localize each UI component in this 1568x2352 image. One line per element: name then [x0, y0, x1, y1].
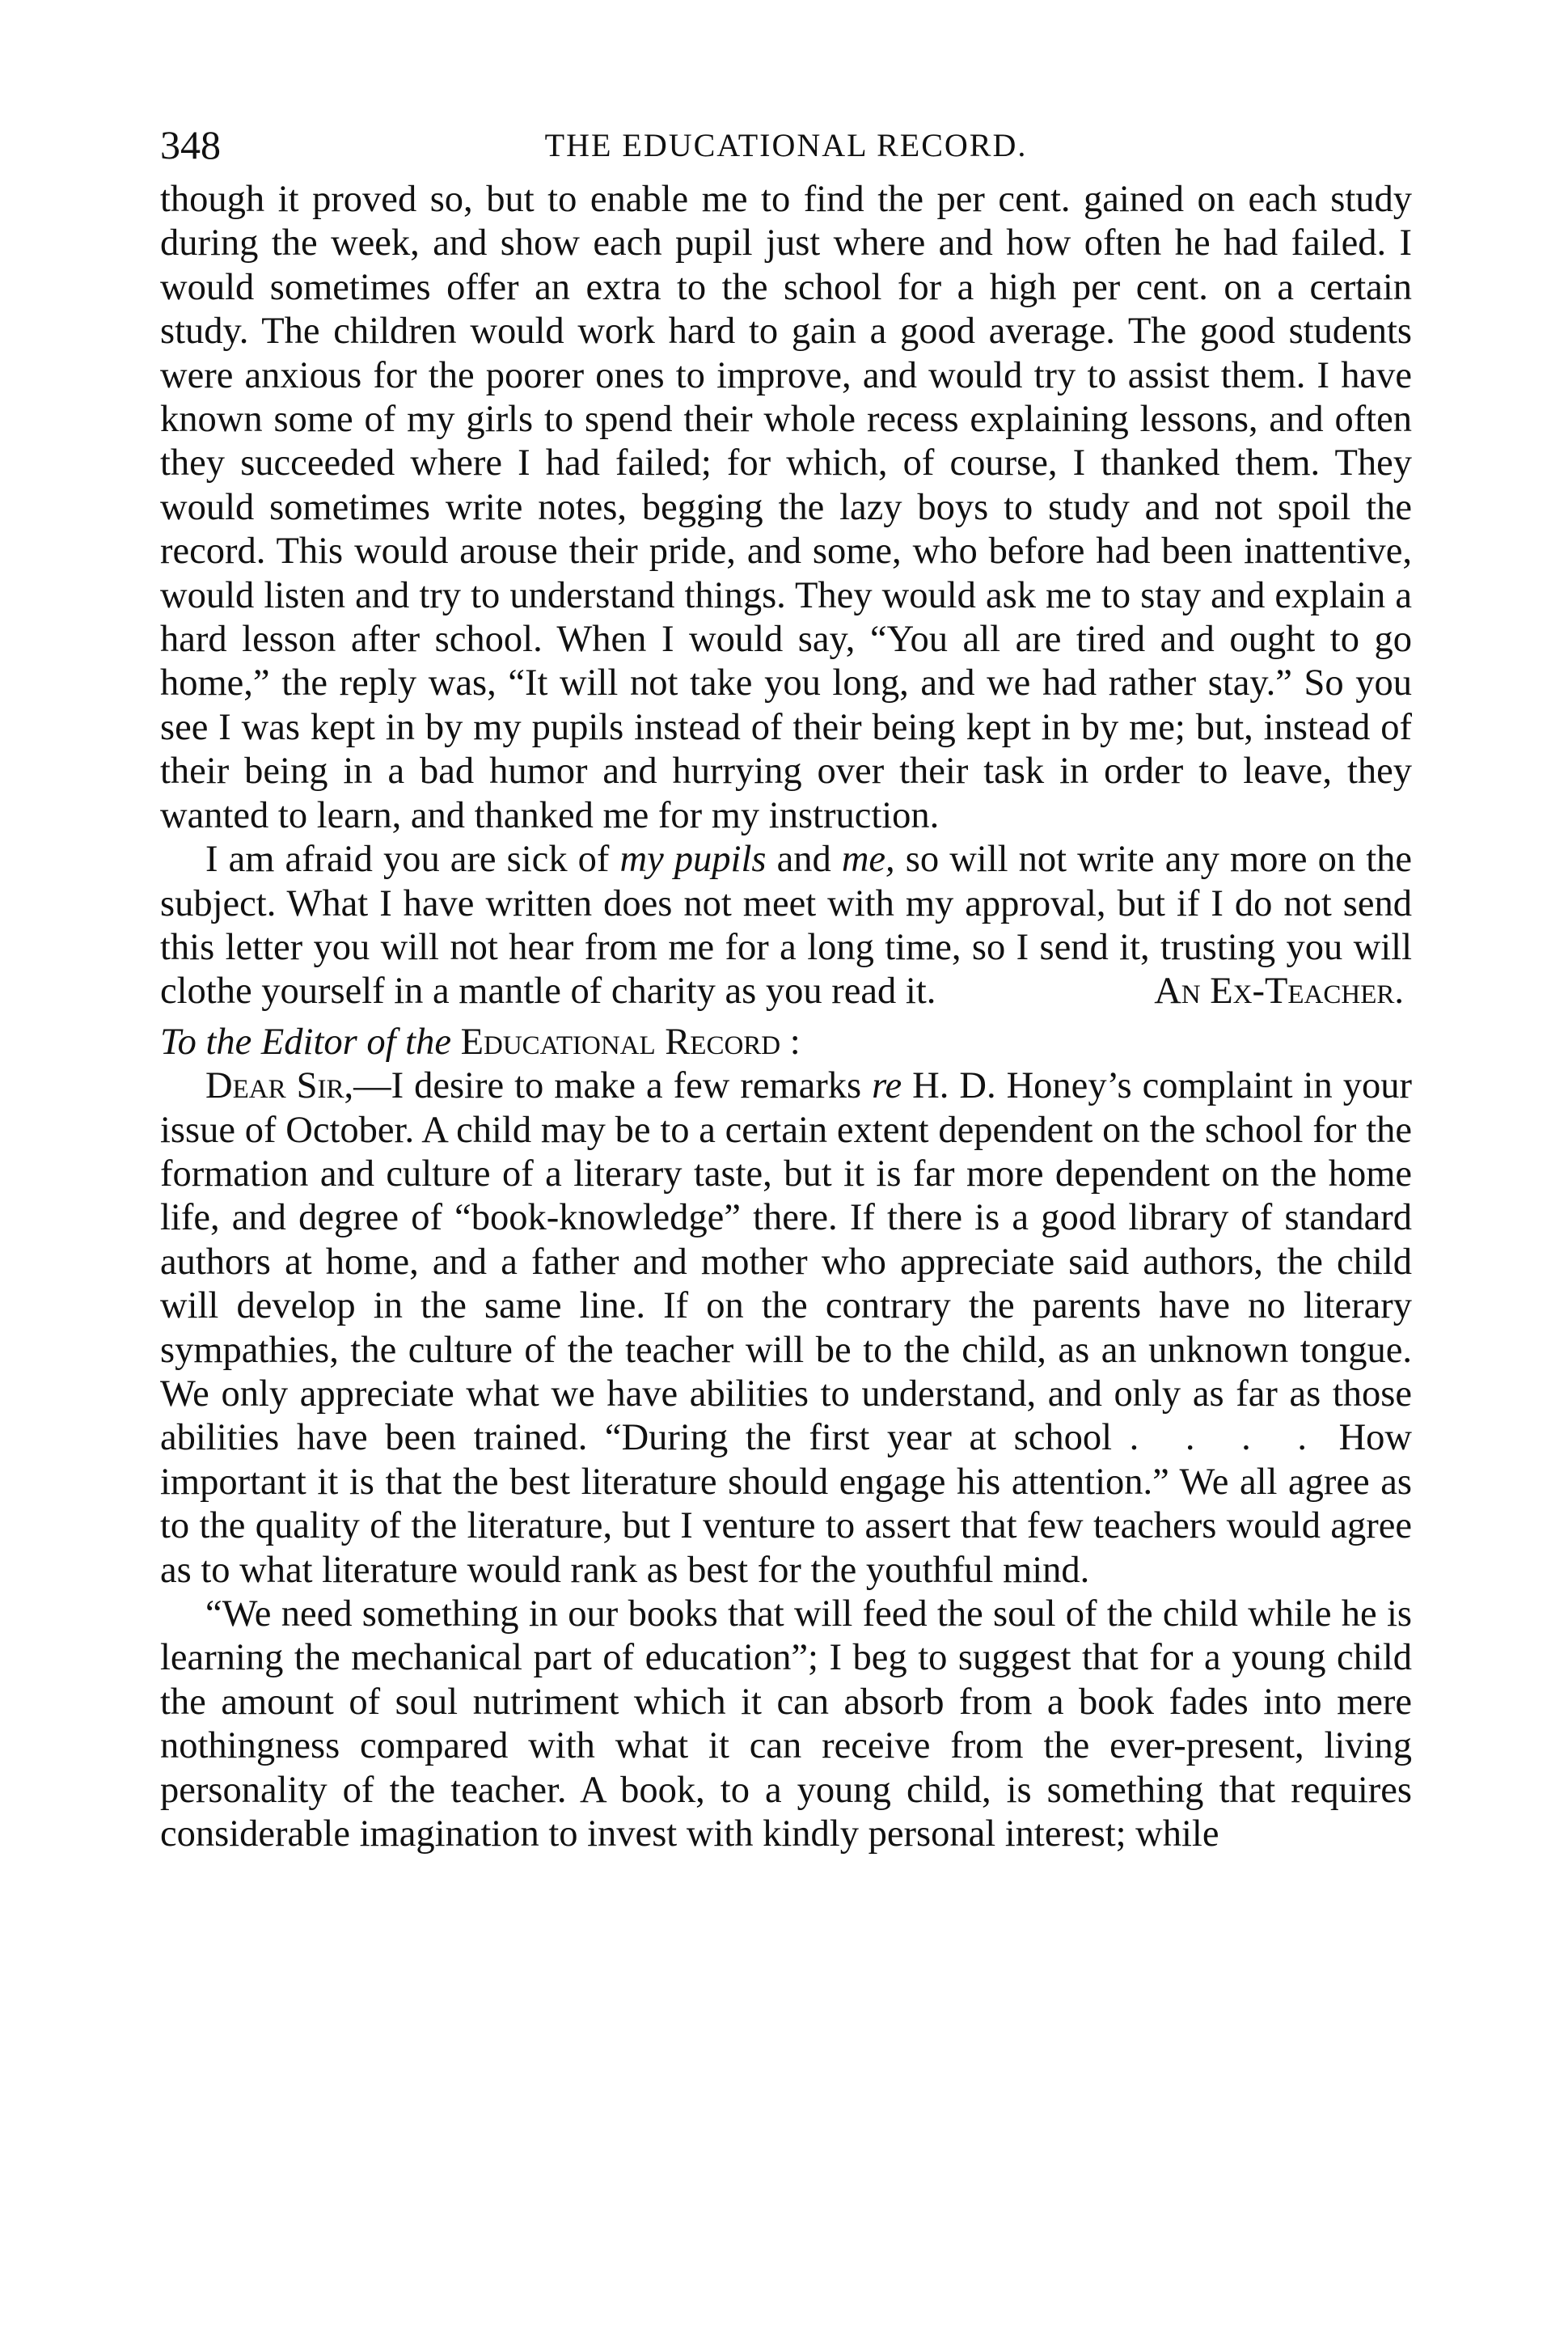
letter-paragraph-1: [160, 1064, 1412, 1593]
article-signature: An Ex-Teacher.: [1154, 971, 1404, 1013]
article-p2-emphasis-1: my pupils: [619, 839, 767, 881]
body-text: [160, 178, 1412, 1856]
letter-p1-text-b: H. D. Honey’s complaint in your issue of October. A child may be to a certain extent dependent on the school for the formation and culture of a literary taste, but it is far more dependent on the home life, and degree of “book-knowledge” there. If there is a good library of standard authors at home, and a father and mother who appreciate said authors, the child will develop in the same line. If on the contrary the parents have no literary sympathies, the culture of the teacher will be to the child, as an unknown tongue. We only appreciate what we have abilities to understand, and only as far as those abilities have been trained. “During the first year at school: [160, 1065, 1412, 1459]
page: [160, 121, 1412, 1856]
article-p2-emphasis-2: me,: [841, 839, 895, 881]
letter-heading-end: :: [780, 1021, 801, 1063]
letter-p1-text-a: —I desire to make a few remarks: [353, 1065, 873, 1107]
letter-heading-caps: Educational Record: [460, 1021, 781, 1063]
letter-heading-italic: To the Editor of the: [160, 1021, 451, 1063]
letter-p1-ellipsis: . . . .: [1129, 1417, 1321, 1459]
article-p2-text-b: and: [766, 839, 842, 881]
article-p2-text-a: I am afraid you are sick of: [205, 839, 620, 881]
letter-heading: [160, 1021, 1412, 1064]
article-p2-text-c: so will not write any more on the subject. What I have written does not meet with my approval, but if I do not send this letter you will not hear from me for a long time, so I send it, trusting you will clothe yourself in a mantle of charity as you read it.: [160, 839, 1413, 1013]
article-paragraph-1: though it proved so, but to enable me to find the per cent. gained on each study during the week, and show each pupil just where and how often he had failed. I would sometimes offer an extra to the school for a high per cent. on a certain study. The children would work hard to gain a good average. The good students were anxious for the poorer ones to improve, and would try to assist them. I have known some of my girls to spend their whole recess explaining lessons, and often they succeeded where I had failed; for which, of course, I thanked them. They would sometimes write notes, begging the lazy boys to study and not spoil the record. This would arouse their pride, and some, who before had been inattentive, would listen and try to understand things. They would ask me to stay and explain a hard lesson after school. When I would say, “You all are tired and ought to go home,” the reply was, “It will not take you long, and we had rather stay.” So you see I was kept in by my pupils instead of their being kept in by me; but, instead of their being in a bad humor and hurrying over their task in order to leave, they wanted to learn, and thanked me for my instruction.: [160, 179, 1412, 836]
running-head: [160, 121, 1412, 178]
journal-title: THE EDUCATIONAL RECORD.: [544, 127, 1028, 163]
letter-p1-text-c: How important it is that the best literature should engage his attention.” We all agree as to the quality of the literature, but I venture to assert that few teachers would agree as to what literature would rank as best for the youthful mind.: [160, 1417, 1413, 1591]
page-number: 348: [160, 122, 221, 167]
letter-p1-emphasis: re: [872, 1065, 902, 1107]
letter-paragraph-2: “We need something in our books that will feed the soul of the child while he is learning the mechanical part of education”; I beg to suggest that for a young child the amount of soul nutriment which it can absorb from a book fades into mere nothingness compared with what it can receive from the ever-present, living personality of the teacher. A book, to a young child, is something that requires considerable imagination to invest with kindly personal interest; while: [160, 1593, 1412, 1855]
letter-salutation: Dear Sir,: [205, 1065, 354, 1107]
